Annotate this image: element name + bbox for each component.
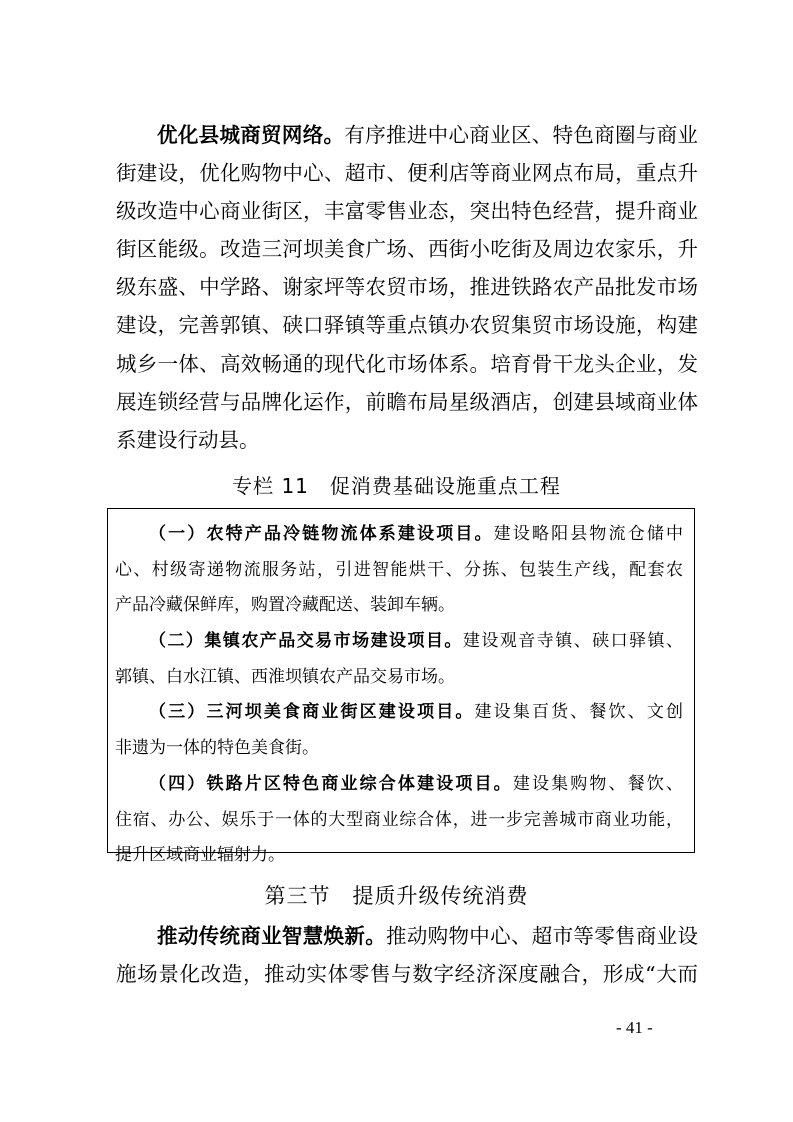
text-line: 展连锁经营与品牌化运作，前瞻布局星级酒店，创建县域商业体 (116, 389, 698, 414)
item-lead: （二）集镇农产品交易市场建设项目。 (149, 631, 463, 652)
text-line: 级改造中心商业街区，丰富零售业态，突出特色经营，提升商业 (116, 199, 698, 224)
item-lead: （三）三河坝美食商业街区建设项目。 (149, 702, 475, 723)
box-line: （一）农特产品冷链物流体系建设项目。建设略阳县物流仓储中 (149, 524, 684, 544)
box-line: （四）铁路片区特色商业综合体建设项目。建设集购物、餐饮、 (149, 773, 684, 794)
box-line: 住宿、办公、娱乐于一体的大型商业综合体，进一步完善城市商业功能， (115, 809, 683, 830)
box-line: 非遗为一体的特色美食街。 (115, 738, 319, 759)
text-line: 系建设行动县。 (116, 427, 260, 452)
project-box (107, 508, 695, 866)
box-line: 郭镇、白水江镇、西淮坝镇农产品交易市场。 (115, 666, 455, 687)
box-line: 心、村级寄递物流服务站，引进智能烘干、分拣、包装生产线，配套农 (115, 559, 683, 580)
item-lead: （一）农特产品冷链物流体系建设项目。 (149, 524, 494, 544)
text-line: 施场景化改造，推动实体零售与数字经济深度融合，形成“大而 (116, 962, 698, 987)
paragraph-commerce-network (116, 116, 698, 459)
text-line: 级东盛、中学路、谢家坪等农贸市场，推进铁路农产品批发市场 (116, 275, 698, 300)
box-line: 产品冷藏保鲜库，购置冷藏配送、装卸车辆。 (115, 595, 455, 616)
text-line: 城乡一体、高效畅通的现代化市场体系。培育骨干龙头企业，发 (116, 351, 698, 376)
text-line: 推动传统商业智慧焕新。推动购物中心、超市等零售商业设 (157, 924, 699, 948)
text-line: 建设，完善郭镇、硖口驿镇等重点镇办农贸集贸市场设施，构建 (116, 313, 698, 338)
paragraph-lead: 优化县城商贸网络。 (157, 123, 345, 147)
box-line: 提升区域商业辐射力。 (115, 845, 285, 866)
paragraph-lead: 推动传统商业智慧焕新。 (157, 924, 387, 948)
text-line: 街建设，优化购物中心、超市、便利店等商业网点布局，重点升 (116, 161, 698, 186)
text-line: 街区能级。改造三河坝美食广场、西街小吃街及周边农家乐，升 (116, 237, 698, 262)
box-title: 专栏 11 促消费基础设施重点工程 (232, 474, 561, 498)
box-line: （二）集镇农产品交易市场建设项目。建设观音寺镇、硖口驿镇、 (149, 631, 684, 652)
section-title: 第三节 提质升级传统消费 (264, 884, 529, 908)
box-line: （三）三河坝美食商业街区建设项目。建设集百货、餐饮、文创 (149, 702, 684, 723)
item-lead: （四）铁路片区特色商业综合体建设项目。 (149, 773, 513, 794)
page-number: - 41 - (616, 1018, 653, 1037)
paragraph-smart-retail (116, 917, 698, 993)
text-line: 优化县城商贸网络。有序推进中心商业区、特色商圈与商业 (157, 123, 699, 147)
